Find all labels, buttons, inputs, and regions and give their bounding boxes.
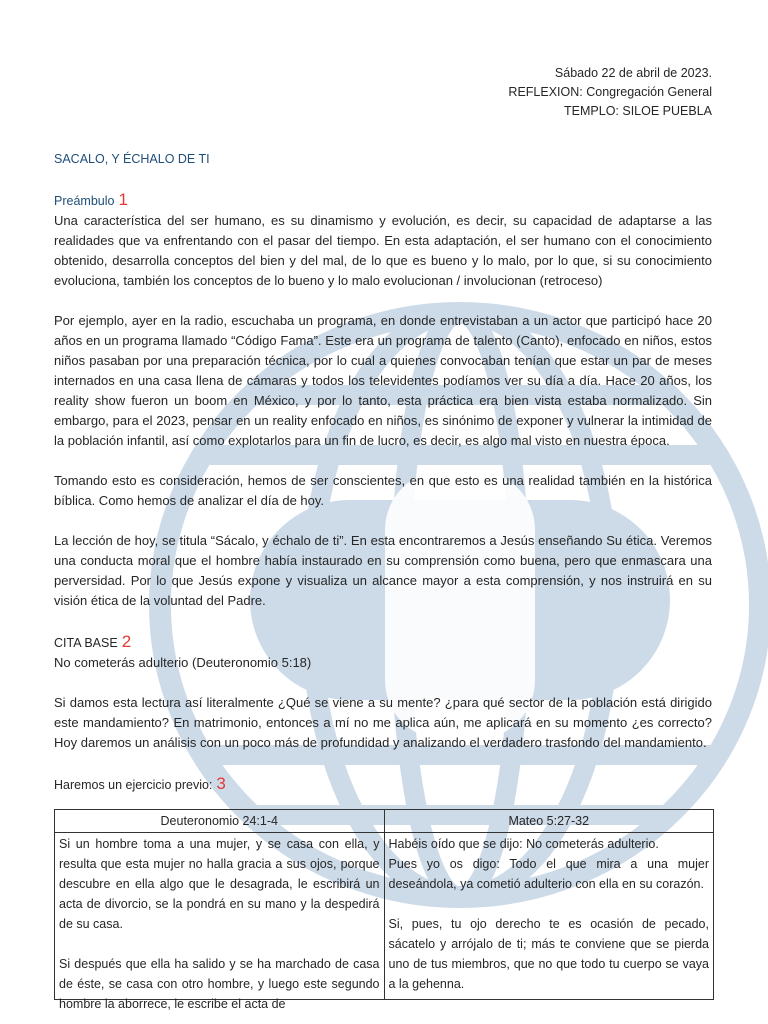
mateo-text-2: Pues yo os digo: Todo el que mira a una mujer deseándola, ya cometió adulterio con ella en su corazón. — [388, 857, 709, 891]
section-number-3: 3 — [216, 774, 226, 793]
mateo-text-1: Habéis oído que se dijo: No cometerás adulterio. — [388, 837, 659, 851]
section-number-2: 2 — [121, 632, 132, 651]
header-reflexion: REFLEXION: Congregación General — [508, 85, 712, 99]
section-number-1: 1 — [118, 190, 128, 209]
table-cell-deuteronomio — [55, 833, 385, 1011]
cita-base-verse: No cometerás adulterio (Deuteronomio 5:18) — [54, 655, 312, 670]
preambulo-heading — [54, 190, 712, 211]
mateo-text-3: Si, pues, tu ojo derecho te es ocasión de pecado, sácatelo y arrójalo de ti; más te conviene que se pierda uno de tus miembros, que no que todo tu cuerpo se vaya a la gehenna. — [388, 917, 709, 991]
preambulo-paragraph-4: La lección de hoy, se titula “Sácalo, y échalo de ti”. En esta encontraremos a Jesús enseñando Su ética. Veremos una conducta moral que el hombre había instaurado en su comprensión como buena, pero que enmascara una perversidad. Por lo que Jesús expone y visualiza un alcance mayor a esta comprensión, y nos instruirá en su visión ética de la voluntad del Padre. — [54, 533, 712, 608]
ejercicio-label: Haremos un ejercicio previo: — [54, 778, 213, 792]
preambulo-paragraph-2: Por ejemplo, ayer en la radio, escuchaba un programa, en donde entrevistaban a un actor que participó hace 20 años en un programa llamado “Código Fama”. Este era un programa de talento (Canto), enfocado en niños, estos niños pasaban por una preparación técnica, por lo cual a quienes convocaban tenían que estar un par de meses internados en una casa llena de cámaras y todos los televidentes podíamos ver su día a día. Hace 20 años, los reality show fueron un boom en México, y por lo tanto, esta práctica era bien vista estaba normalizado. Sin embargo, para el 2023, pensar en un reality enfocado en niños, es sinónimo de exponer y vulnerar la intimidad de la población infantil, así como explotarlos para un fin de lucro, es decir, es algo mal visto en nuestra época. — [54, 313, 712, 448]
table-row — [55, 833, 714, 1000]
cita-base-heading — [54, 632, 712, 653]
comparison-table — [54, 809, 714, 1011]
deuteronomio-text-2: Si después que ella ha salido y se ha marchado de casa de éste, se casa con otro hombre, y luego este segundo hombre la aborrece, le escribe el acta de — [59, 957, 380, 1011]
table-header-mateo: Mateo 5:27-32 — [384, 810, 714, 833]
deuteronomio-text-1: Si un hombre toma a una mujer, y se casa con ella, y resulta que esta mujer no halla gracia a sus ojos, porque descubre en ella algo que le desagrada, le escribirá un acta de divorcio, se la pondrá en su mano y la despedirá de su casa. — [59, 837, 380, 931]
ejercicio-heading — [54, 774, 712, 795]
cita-base-label: CITA BASE — [54, 636, 118, 650]
preambulo-heading-label: Preámbulo — [54, 194, 115, 208]
table-cell-mateo — [384, 833, 714, 1000]
document-title: SACALO, Y ÉCHALO DE TI — [54, 152, 210, 166]
table-header-deuteronomio: Deuteronomio 24:1-4 — [55, 810, 385, 833]
document-header — [54, 64, 712, 121]
header-date: Sábado 22 de abril de 2023. — [554, 66, 712, 80]
cita-base-paragraph: Si damos esta lectura así literalmente ¿Qué se viene a su mente? ¿para qué sector de la población está dirigido este mandamiento? En matrimonio, entonces a mí no me aplica aún, me aplicará en su momento ¿es correcto? Hoy daremos un análisis con un poco más de profundidad y analizando el verdadero trasfondo del mandamiento. — [54, 695, 712, 750]
preambulo-paragraph-1: Una característica del ser humano, es su dinamismo y evolución, es decir, su capacidad de adaptarse a las realidades que va enfrentando con el pasar del tiempo. En esta adaptación, el ser humano con el conocimiento obtenido, desarrolla conceptos del bien y del mal, de lo que es bueno y lo malo, por lo que, si su conocimiento evoluciona, también los conceptos de lo bueno y lo malo evolucionan / involucionan (retroceso) — [54, 213, 712, 288]
preambulo-paragraph-3: Tomando esto es consideración, hemos de ser conscientes, en que esto es una realidad también en la histórica bíblica. Como hemos de analizar el día de hoy. — [54, 473, 712, 508]
table-header-row — [55, 810, 714, 833]
header-templo: TEMPLO: SILOE PUEBLA — [564, 104, 712, 118]
